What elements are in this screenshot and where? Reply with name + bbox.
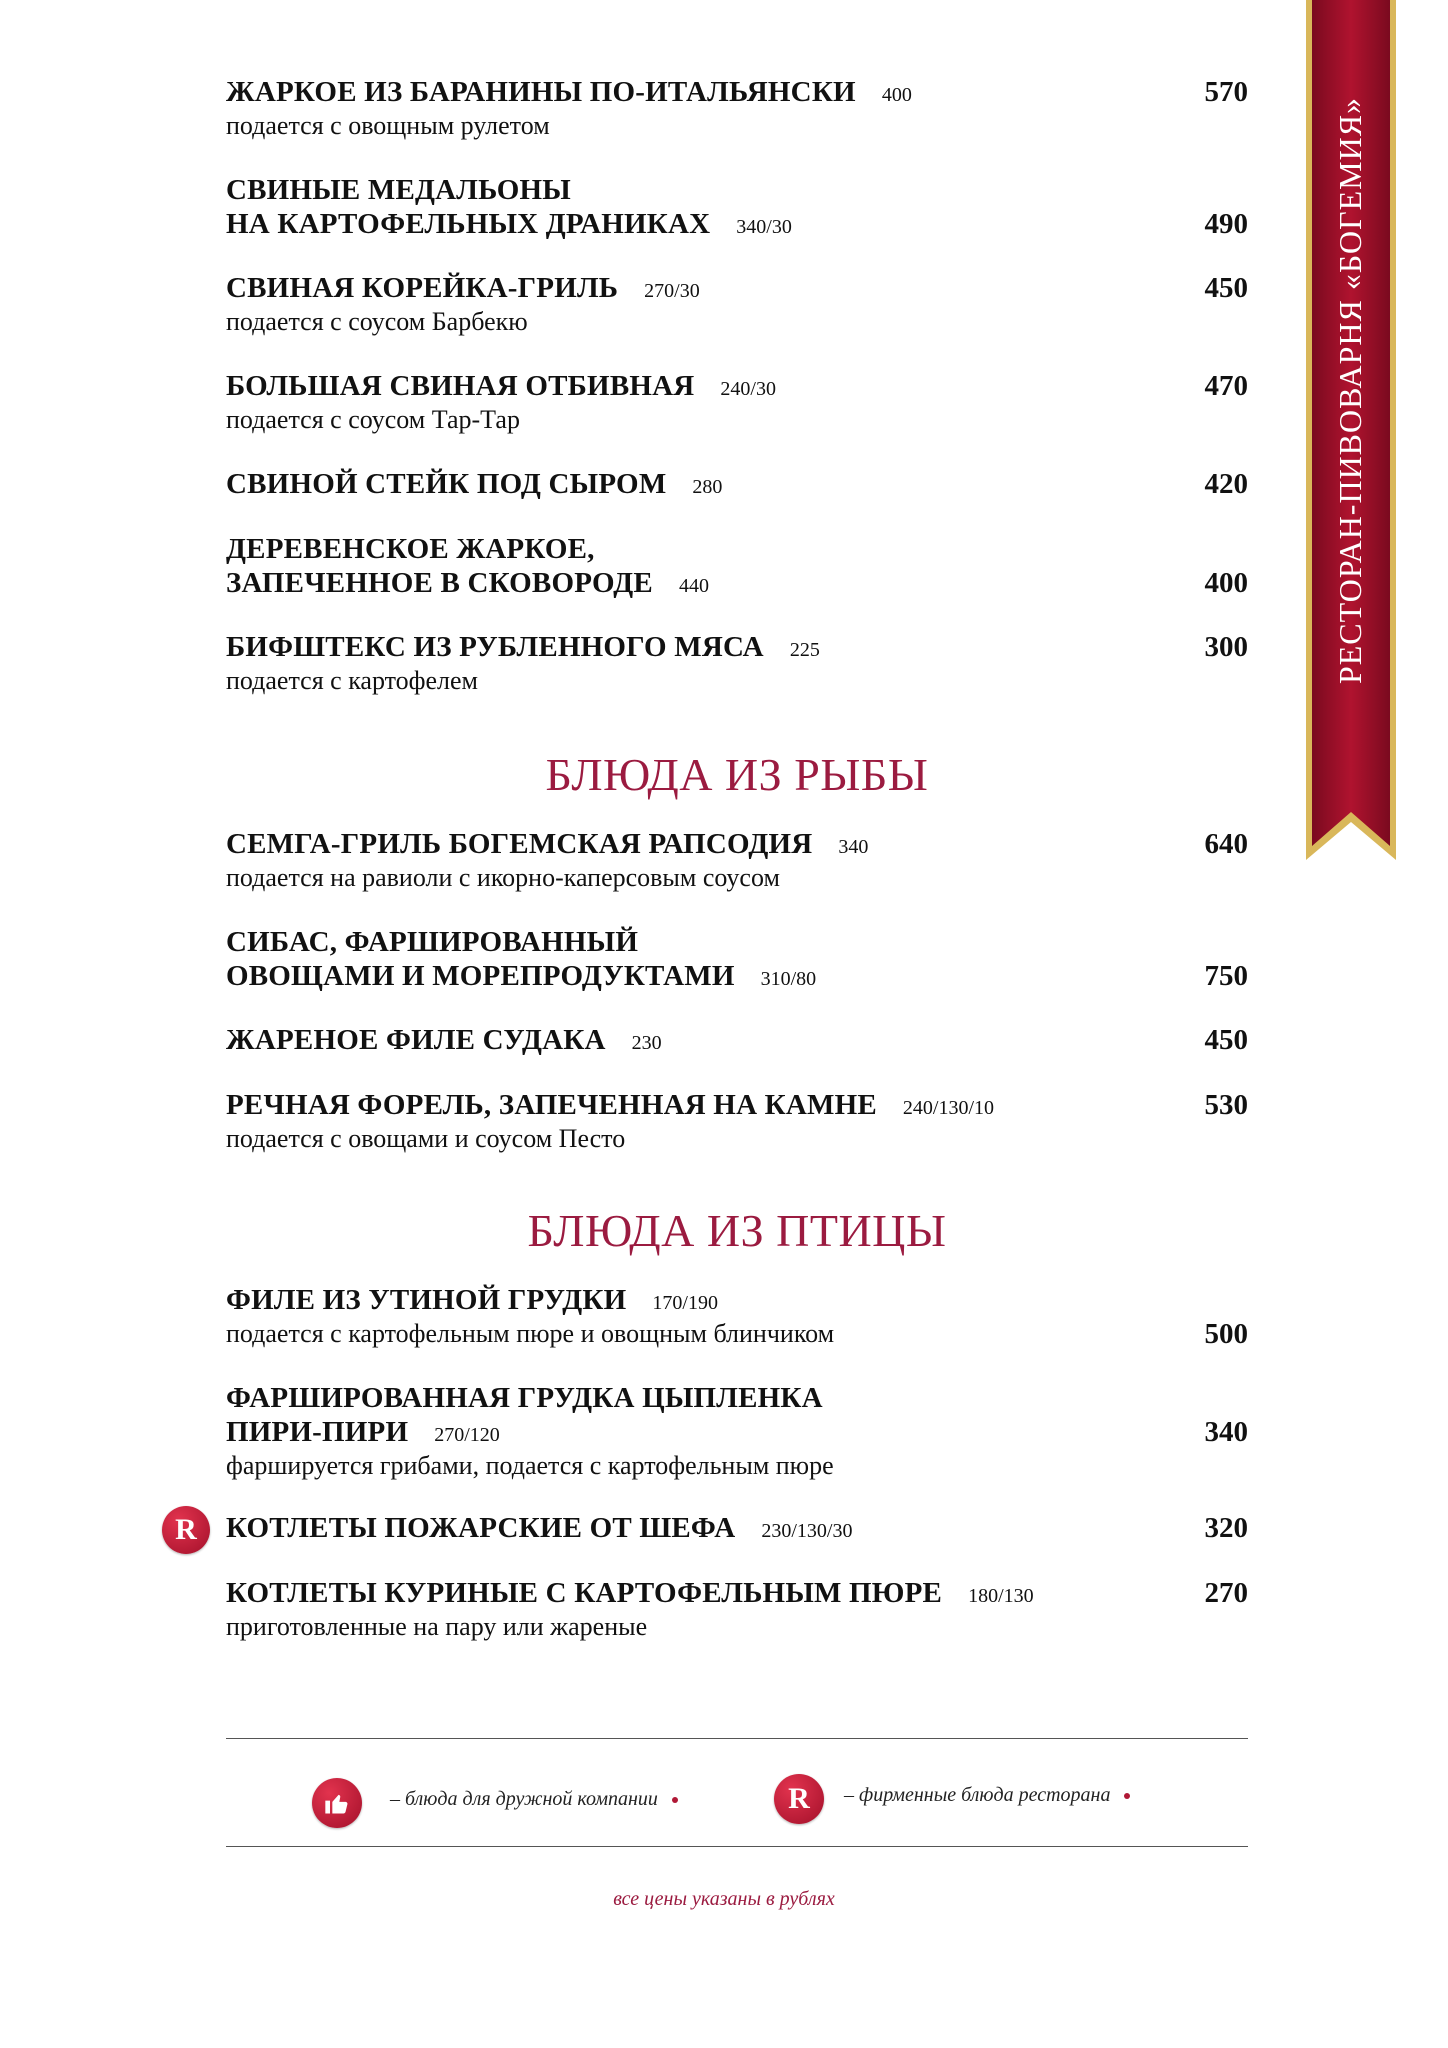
signature-badge-icon: R — [774, 1774, 824, 1824]
dish-weight: 240/130/10 — [902, 1097, 995, 1119]
dish-name-line1: СИБАС, ФАРШИРОВАННЫЙ — [226, 926, 639, 958]
legend-dot — [1124, 1793, 1130, 1799]
dish-name-line1: СВИНЫЕ МЕДАЛЬОНЫ — [226, 174, 571, 206]
ribbon-text: РЕСТОРАН-ПИВОВАРНЯ «БОГЕМИЯ» — [1332, 96, 1369, 684]
dish-weight: 270/30 — [644, 280, 700, 302]
menu-item — [226, 1024, 1248, 1058]
dish-name: БОЛЬШАЯ СВИНАЯ ОТБИВНАЯ — [226, 370, 695, 402]
dish-name: ЖАРКОЕ ИЗ БАРАНИНЫ ПО-ИТАЛЬЯНСКИ — [226, 76, 856, 108]
dish-price: 570 — [1204, 76, 1248, 108]
menu-item — [226, 272, 1248, 338]
menu-item — [226, 631, 1248, 697]
side-ribbon — [1306, 0, 1396, 860]
divider-bottom — [226, 1846, 1248, 1847]
dish-description: подается с картофельным пюре и овощным блинчиком — [226, 1319, 835, 1348]
dish-price: 340 — [1204, 1416, 1248, 1448]
legend-signature — [844, 1784, 1130, 1807]
dish-description: подается с овощами и соусом Песто — [226, 1124, 626, 1153]
thumbs-up-glyph — [323, 1789, 351, 1817]
legend-friendly — [390, 1788, 678, 1811]
dish-weight: 280 — [692, 476, 723, 498]
dish-description: подается с соусом Тар-Тар — [226, 405, 520, 434]
menu-item — [226, 1577, 1248, 1643]
dish-description: подается с овощным рулетом — [226, 111, 550, 140]
menu-item — [226, 1284, 1248, 1352]
signature-dish-badge: R — [162, 1506, 210, 1554]
menu-item — [226, 76, 1248, 142]
dish-name: СВИНАЯ КОРЕЙКА-ГРИЛЬ — [226, 272, 619, 304]
menu-item — [226, 828, 1248, 894]
dish-weight: 230/130/30 — [761, 1520, 853, 1542]
dish-weight: 340 — [838, 836, 869, 858]
dish-price: 640 — [1204, 828, 1248, 860]
dish-name: БИФШТЕКС ИЗ РУБЛЕННОГО МЯСА — [226, 631, 764, 663]
dish-description: фаршируется грибами, подается с картофельным пюре — [226, 1451, 834, 1480]
menu-content — [175, 0, 1248, 2048]
dish-price: 300 — [1204, 631, 1248, 663]
menu-item — [226, 370, 1248, 436]
dish-name: ЖАРЕНОЕ ФИЛЕ СУДАКА — [226, 1024, 606, 1056]
dish-name-line1: ДЕРЕВЕНСКОЕ ЖАРКОЕ, — [226, 533, 595, 565]
dish-price: 450 — [1204, 1024, 1248, 1056]
menu-item — [226, 926, 1248, 994]
dish-weight: 340/30 — [736, 216, 792, 238]
dish-name: КОТЛЕТЫ ПОЖАРСКИЕ ОТ ШЕФА — [226, 1512, 736, 1544]
dish-name: КОТЛЕТЫ КУРИНЫЕ С КАРТОФЕЛЬНЫМ ПЮРЕ — [226, 1577, 943, 1609]
dish-price: 530 — [1204, 1089, 1248, 1121]
dish-price: 470 — [1204, 370, 1248, 402]
dish-weight: 440 — [678, 575, 709, 597]
legend-friendly-text: – блюда для дружной компании — [390, 1788, 658, 1810]
dish-name: РЕЧНАЯ ФОРЕЛЬ, ЗАПЕЧЕННАЯ НА КАМНЕ — [226, 1089, 877, 1121]
dish-price: 320 — [1204, 1512, 1248, 1544]
legend-dot — [672, 1797, 678, 1803]
menu-item — [226, 533, 1248, 601]
dish-price: 270 — [1204, 1577, 1248, 1609]
thumbs-up-icon — [312, 1778, 362, 1828]
dish-description: подается на равиоли с икорно-каперсовым соусом — [226, 863, 780, 892]
menu-item — [226, 468, 1248, 502]
menu-item — [226, 1089, 1248, 1155]
section-title-fish: БЛЮДА ИЗ РЫБЫ — [545, 749, 929, 800]
dish-price: 420 — [1204, 468, 1248, 500]
prices-footnote: все цены указаны в рублях — [613, 1888, 835, 1910]
legend-signature-text: – фирменные блюда ресторана — [844, 1784, 1111, 1806]
dish-name-line1: ФАРШИРОВАННАЯ ГРУДКА ЦЫПЛЕНКА — [226, 1382, 823, 1414]
dish-name: ОВОЩАМИ И МОРЕПРОДУКТАМИ — [226, 960, 735, 992]
dish-weight: 180/130 — [968, 1585, 1034, 1607]
divider-top — [226, 1738, 1248, 1739]
dish-weight: 240/30 — [720, 378, 776, 400]
dish-name: СЕМГА-ГРИЛЬ БОГЕМСКАЯ РАПСОДИЯ — [226, 828, 813, 860]
dish-price: 400 — [1204, 567, 1248, 599]
dish-price: 750 — [1204, 960, 1248, 992]
menu-item — [226, 1382, 1248, 1482]
dish-price: 450 — [1204, 272, 1248, 304]
dish-name: ЗАПЕЧЕННОЕ В СКОВОРОДЕ — [226, 567, 653, 599]
dish-description: приготовленные на пару или жареные — [226, 1612, 648, 1641]
dish-weight: 310/80 — [760, 968, 817, 990]
dish-weight: 270/120 — [434, 1424, 500, 1446]
dish-name: ФИЛЕ ИЗ УТИНОЙ ГРУДКИ — [226, 1284, 627, 1316]
section-title-poultry: БЛЮДА ИЗ ПТИЦЫ — [527, 1205, 947, 1256]
dish-price: 500 — [1204, 1318, 1248, 1350]
dish-weight: 170/190 — [652, 1292, 718, 1314]
dish-description: подается с картофелем — [226, 666, 479, 695]
dish-weight: 230 — [631, 1032, 662, 1054]
menu-item — [226, 174, 1248, 242]
dish-description: подается с соусом Барбекю — [226, 307, 528, 336]
dish-name: ПИРИ-ПИРИ — [226, 1416, 409, 1448]
dish-name: НА КАРТОФЕЛЬНЫХ ДРАНИКАХ — [226, 208, 711, 240]
dish-weight: 400 — [881, 84, 912, 106]
dish-price: 490 — [1204, 208, 1248, 240]
dish-weight: 225 — [789, 639, 820, 661]
menu-item — [175, 1512, 1248, 1546]
dish-name: СВИНОЙ СТЕЙК ПОД СЫРОМ — [226, 468, 667, 500]
